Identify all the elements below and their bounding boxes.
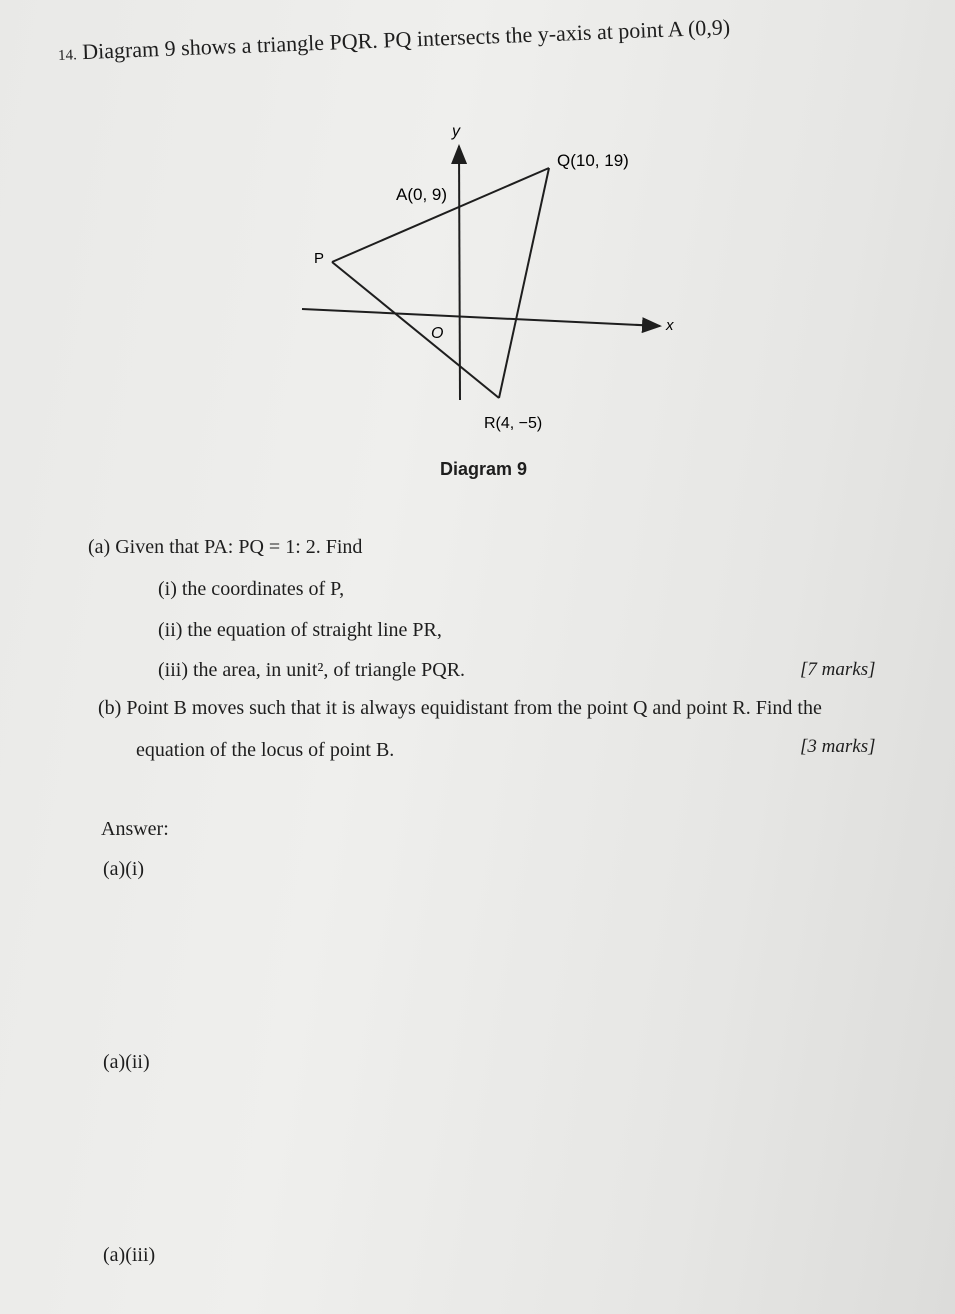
point-a-label: A(0, 9) <box>396 185 448 204</box>
line-pq <box>332 168 549 262</box>
point-q-label: Q(10, 19) <box>557 151 629 170</box>
question-number: 14. <box>57 47 78 64</box>
part-a-i: (i) the coordinates of P, <box>158 578 345 600</box>
answer-label-a-iii: (a)(iii) <box>103 1244 156 1266</box>
x-axis-label: x <box>666 317 674 334</box>
point-p-label: P <box>314 250 325 267</box>
answer-heading: Answer: <box>101 818 169 840</box>
part-a-ii: (ii) the equation of straight line PR, <box>158 619 442 641</box>
part-a-iii: (iii) the area, in unit², of triangle PQR. <box>158 659 466 681</box>
diagram-caption: Diagram 9 <box>440 459 528 479</box>
part-b-line1: (b) Point B moves such that it is always equidistant from the point Q and point R. Find the <box>98 697 822 719</box>
part-a-prompt: (a) Given that PA: PQ = 1: 2. Find <box>88 536 363 558</box>
x-axis <box>302 309 660 326</box>
answer-label-a-i: (a)(i) <box>103 858 145 880</box>
line-pr <box>332 262 499 398</box>
question-intro-text: Diagram 9 shows a triangle PQR. PQ intersects the y-axis at point A (0,9) <box>81 14 731 65</box>
y-axis <box>459 146 460 400</box>
y-axis-label: y <box>452 123 460 140</box>
point-r-label: R(4, −5) <box>484 415 543 432</box>
answer-label-a-ii: (a)(ii) <box>103 1051 150 1073</box>
origin-label: O <box>431 325 444 342</box>
diagram-9 <box>0 0 955 500</box>
part-b-marks: [3 marks] <box>800 736 876 757</box>
part-b-line2: equation of the locus of point B. <box>136 739 395 761</box>
part-a-marks: [7 marks] <box>800 659 876 680</box>
line-qr <box>499 168 549 398</box>
